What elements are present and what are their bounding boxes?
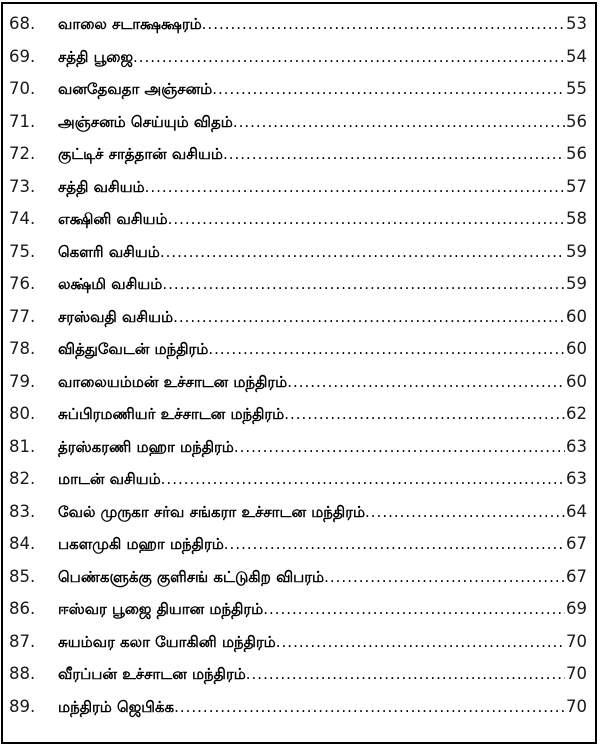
- toc-entry-title: வீரப்பன் உச்சாடன மந்திரம்: [58, 665, 246, 683]
- toc-entry: [9, 268, 587, 301]
- toc-entry-page-number: 59: [566, 274, 587, 293]
- toc-entry-number: 76.: [9, 274, 36, 293]
- toc-entry-number: 89.: [9, 696, 36, 716]
- dot-leader: [246, 658, 565, 691]
- toc-entry-page-number: 54: [566, 46, 587, 66]
- toc-entry-number: 73.: [9, 176, 36, 196]
- toc-entry-title: வேல் முருகா சர்வ சங்கரா உச்சாடன மந்திரம்: [58, 502, 366, 521]
- toc-entry-number: 83.: [9, 501, 36, 521]
- toc-entry-title: வனதேவதா அஞ்சனம்: [58, 80, 213, 98]
- toc-entry: [9, 8, 587, 41]
- dot-leader: [162, 268, 565, 301]
- toc-entry-page-number: 56: [566, 111, 587, 131]
- toc-entry-title: சரஸ்வதி வசியம்: [58, 307, 174, 326]
- dot-leader: [324, 561, 565, 594]
- dot-leader: [173, 301, 565, 334]
- toc-entry: [9, 593, 587, 626]
- toc-entry-number: 85.: [9, 566, 36, 586]
- toc-entry: [9, 366, 587, 399]
- toc-entry: [9, 73, 587, 106]
- dot-leader: [234, 431, 565, 464]
- toc-entry-page-number: 57: [566, 176, 587, 196]
- toc-entry-page-number: 70: [566, 664, 587, 683]
- toc-entry-number: 88.: [9, 664, 36, 683]
- toc-entry: [9, 626, 587, 659]
- dot-leader: [145, 171, 565, 204]
- toc-entry-page-number: 64: [566, 501, 587, 521]
- toc-entry-number: 84.: [9, 534, 36, 553]
- toc-entry-number: 82.: [9, 469, 36, 488]
- toc-entry-title: வித்துவேடன் மந்திரம்: [58, 340, 209, 358]
- toc-entry-page-number: 55: [566, 79, 587, 98]
- toc-entry-page-number: 60: [566, 339, 587, 358]
- toc-entry-title: பெண்களுக்கு குளிசங் கட்டுகிற விபரம்: [58, 567, 325, 586]
- toc-entry-number: 87.: [9, 631, 36, 651]
- toc-entry-number: 79.: [9, 371, 36, 391]
- toc-entry-page-number: 56: [566, 144, 587, 163]
- toc-entry: [9, 203, 587, 236]
- toc-entry-title: அஞ்சனம் செய்யும் விதம்: [58, 112, 233, 131]
- table-of-contents: [9, 8, 587, 723]
- toc-entry: [9, 691, 587, 724]
- toc-entry-page-number: 63: [566, 436, 587, 456]
- dot-leader: [223, 138, 565, 171]
- toc-entry-page-number: 53: [566, 14, 587, 33]
- toc-entry: [9, 171, 587, 204]
- toc-entry: [9, 41, 587, 74]
- toc-entry-title: பகளமுகி மஹா மந்திரம்: [58, 535, 224, 553]
- toc-entry-title: வாலையம்மன் உச்சாடன மந்திரம்: [58, 372, 288, 391]
- toc-entry-page-number: 62: [566, 404, 587, 423]
- toc-entry: [9, 496, 587, 529]
- toc-entry-title: ஈஸ்வர பூஜை தியான மந்திரம்: [58, 600, 264, 618]
- toc-entry-page-number: 60: [566, 371, 587, 391]
- toc-entry: [9, 236, 587, 269]
- toc-entry: [9, 398, 587, 431]
- toc-entry: [9, 658, 587, 691]
- toc-entry-title: சுப்பிரமணியர் உச்சாடன மந்திரம்: [58, 405, 285, 423]
- toc-entry-page-number: 70: [566, 631, 587, 651]
- toc-entry: [9, 333, 587, 366]
- dot-leader: [168, 203, 565, 236]
- dot-leader: [208, 333, 565, 366]
- toc-entry-page-number: 67: [566, 566, 587, 586]
- toc-entry: [9, 463, 587, 496]
- toc-entry-page-number: 67: [566, 534, 587, 553]
- dot-leader: [276, 626, 565, 659]
- toc-entry-page-number: 58: [566, 209, 587, 228]
- toc-entry-number: 70.: [9, 79, 36, 98]
- toc-entry-number: 75.: [9, 241, 36, 261]
- toc-entry-title: மந்திரம் ஜெபிக்க: [58, 697, 175, 716]
- toc-entry-number: 86.: [9, 599, 36, 618]
- toc-entry-title: வாலை சடாக்ஷக்ஷரம்: [58, 15, 202, 33]
- toc-entry: [9, 138, 587, 171]
- dot-leader: [160, 236, 565, 269]
- dot-leader: [287, 366, 565, 399]
- toc-entry-number: 77.: [9, 306, 36, 326]
- dot-leader: [284, 398, 565, 431]
- toc-entry-number: 74.: [9, 209, 36, 228]
- dot-leader: [212, 73, 565, 106]
- toc-entry: [9, 106, 587, 139]
- toc-entry-number: 78.: [9, 339, 36, 358]
- toc-entry-number: 81.: [9, 436, 36, 456]
- toc-entry-page-number: 60: [566, 306, 587, 326]
- toc-entry-number: 69.: [9, 46, 36, 66]
- toc-entry-title: சத்தி வசியம்: [58, 177, 145, 196]
- toc-entry-title: மாடன் வசியம்: [58, 470, 161, 488]
- toc-entry-title: லக்ஷ்மி வசியம்: [58, 275, 163, 293]
- dot-leader: [365, 496, 565, 529]
- dot-leader: [174, 691, 565, 724]
- toc-entry-page-number: 63: [566, 469, 587, 488]
- dot-leader: [202, 8, 565, 41]
- dot-leader: [233, 106, 565, 139]
- toc-entry-title: சத்தி பூஜை: [58, 47, 133, 66]
- toc-entry-number: 80.: [9, 404, 36, 423]
- toc-entry: [9, 528, 587, 561]
- dot-leader: [224, 528, 565, 561]
- dot-leader: [263, 593, 565, 626]
- toc-entry-page-number: 70: [566, 696, 587, 716]
- dot-leader: [161, 463, 565, 496]
- toc-entry-number: 71.: [9, 111, 36, 131]
- toc-entry: [9, 561, 587, 594]
- toc-entry-title: குட்டிச் சாத்தான் வசியம்: [58, 145, 223, 163]
- toc-entry-page-number: 69: [566, 599, 587, 618]
- toc-entry-page-number: 59: [566, 241, 587, 261]
- toc-entry: [9, 301, 587, 334]
- toc-entry: [9, 431, 587, 464]
- dot-leader: [133, 41, 565, 74]
- toc-entry-title: த்ரஸ்கரணி மஹா மந்திரம்: [58, 437, 234, 456]
- toc-entry-title: கௌரி வசியம்: [58, 242, 160, 261]
- toc-entry-number: 68.: [9, 14, 36, 33]
- toc-entry-number: 72.: [9, 144, 36, 163]
- toc-entry-title: சுயம்வர கலா யோகினி மந்திரம்: [58, 632, 276, 651]
- toc-entry-title: எக்ஷினி வசியம்: [58, 210, 168, 228]
